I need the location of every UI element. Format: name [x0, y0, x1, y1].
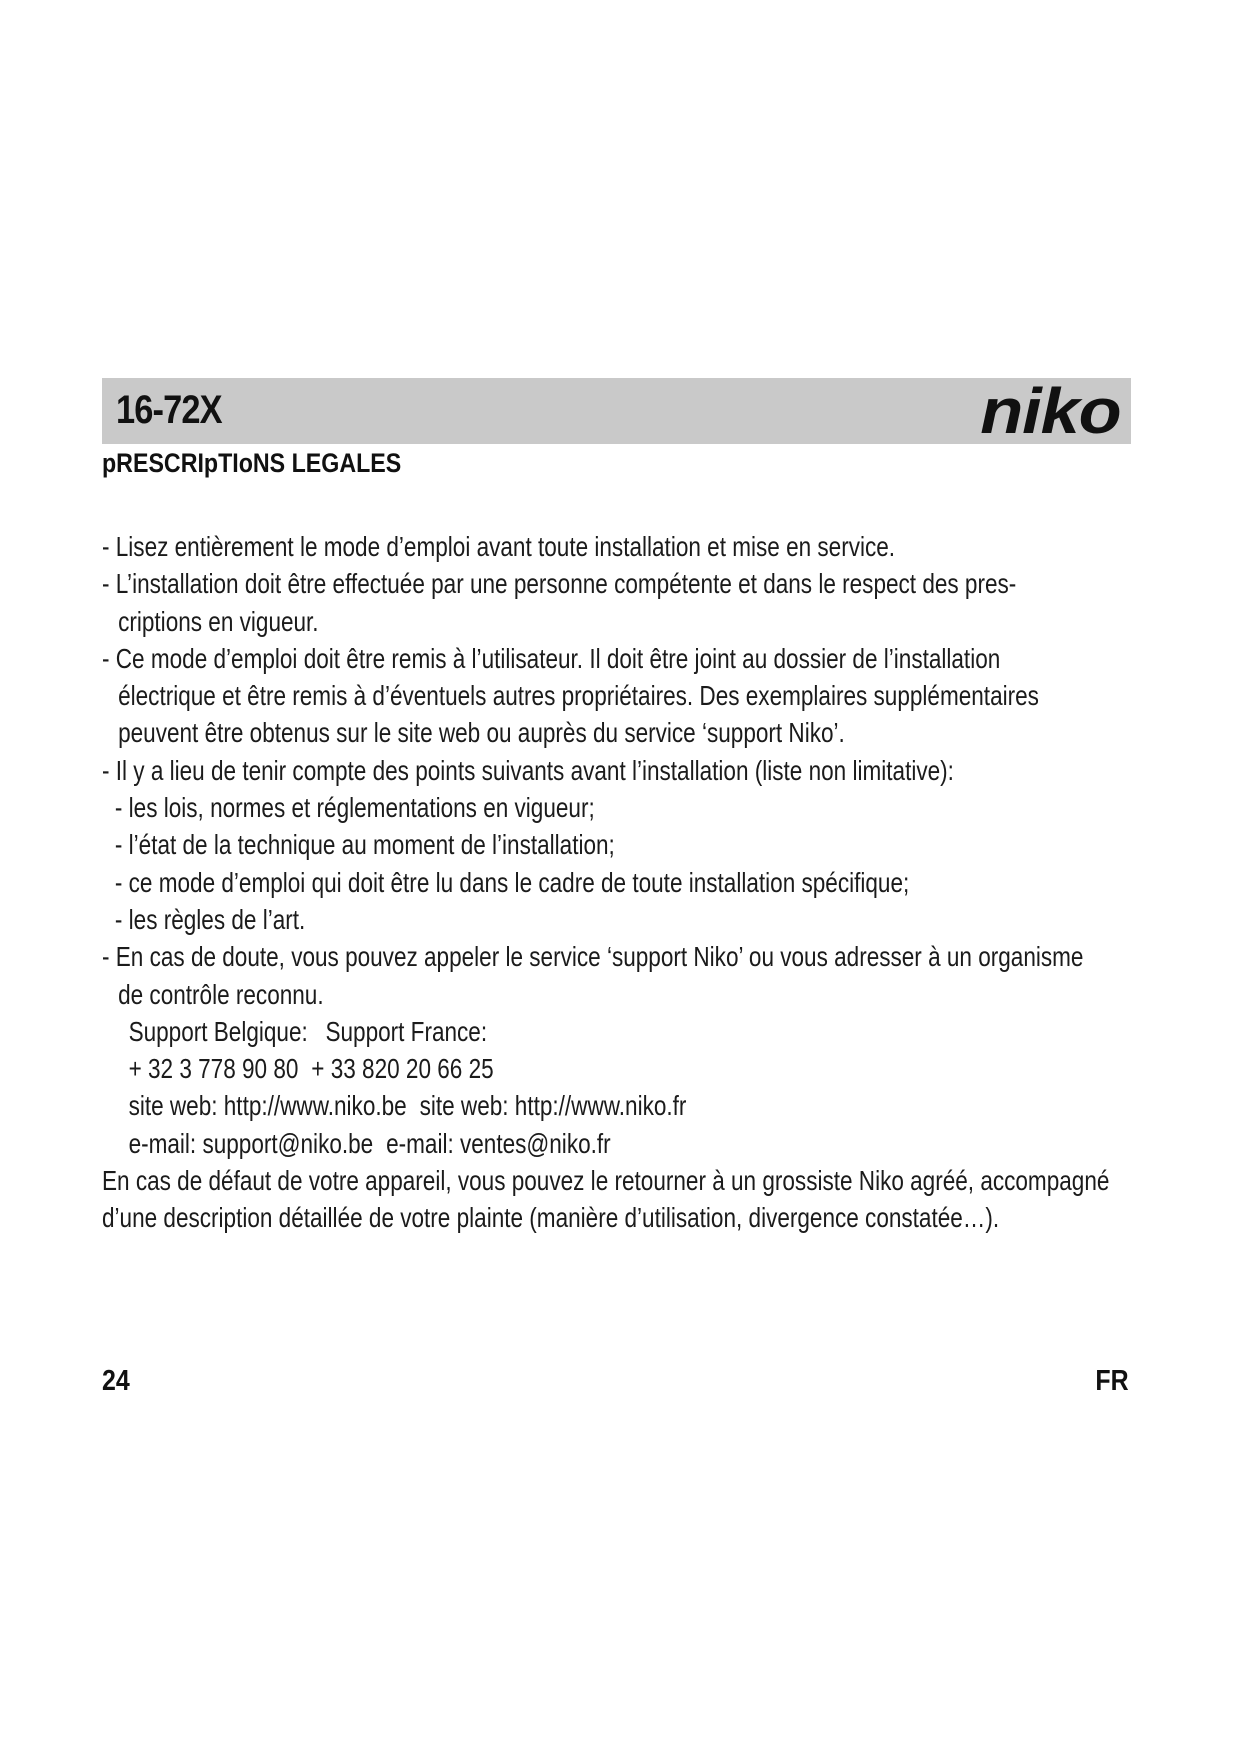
text-line: d’une description détaillée de votre plainte (manière d’utilisation, divergence constatée…). — [102, 1202, 1000, 1234]
language-code: FR — [1095, 1365, 1129, 1397]
section-title: pRESCRIpTIoNS LEGALES — [102, 448, 402, 478]
support-belgium-phone: + 32 3 778 90 80 — [128, 1053, 299, 1085]
support-labels — [102, 1013, 1068, 1050]
model-number: 16-72X — [116, 388, 222, 432]
niko-logo: niko — [980, 375, 1121, 447]
text-line: électrique et être remis à d’éventuels autres propriétaires. Des exemplaires supplémentaires — [118, 680, 1039, 712]
text-line: criptions en vigueur. — [118, 605, 319, 637]
support-france-email: e-mail: ventes@niko.fr — [386, 1127, 611, 1159]
support-websites — [102, 1087, 1068, 1124]
support-belgium-email: e-mail: support@niko.be — [128, 1127, 374, 1159]
text-line: - En cas de doute, vous pouvez appeler le service ‘support Niko’ ou vous adresser à un organisme — [102, 941, 1084, 973]
support-emails — [102, 1125, 1068, 1162]
text-line: de contrôle reconnu. — [118, 978, 324, 1010]
text-line: peuvent être obtenus sur le site web ou auprès du service ‘support Niko’. — [118, 717, 845, 749]
text-line: - Ce mode d’emploi doit être remis à l’utilisateur. Il doit être joint au dossier de l’installation — [102, 642, 1001, 674]
text-line: - les lois, normes et réglementations en vigueur; — [114, 792, 595, 824]
support-france-web: site web: http://www.niko.fr — [419, 1090, 687, 1122]
support-france-phone: + 33 820 20 66 25 — [311, 1053, 494, 1085]
text-line: - l’état de la technique au moment de l’installation; — [114, 829, 615, 861]
text-line: - Il y a lieu de tenir compte des points suivants avant l’installation (liste non limitative): — [102, 754, 954, 786]
text-line: En cas de défaut de votre appareil, vous pouvez le retourner à un grossiste Niko agréé, accompagné — [102, 1165, 1110, 1197]
support-belgium-label: Support Belgique: — [128, 1015, 308, 1047]
support-phones — [102, 1050, 1068, 1087]
support-france-label: Support France: — [325, 1015, 488, 1047]
text-line: - ce mode d’emploi qui doit être lu dans le cadre de toute installation spécifique; — [114, 866, 910, 898]
legal-text — [102, 528, 1110, 1237]
support-belgium-web: site web: http://www.niko.be — [128, 1090, 407, 1122]
text-line: - L’installation doit être effectuée par une personne compétente et dans le respect des pres- — [102, 568, 1017, 600]
text-line: - Lisez entièrement le mode d’emploi avant toute installation et mise en service. — [102, 531, 896, 562]
header-bar — [102, 375, 1131, 447]
page-number: 24 — [102, 1365, 130, 1397]
text-line: - les règles de l’art. — [114, 903, 306, 935]
